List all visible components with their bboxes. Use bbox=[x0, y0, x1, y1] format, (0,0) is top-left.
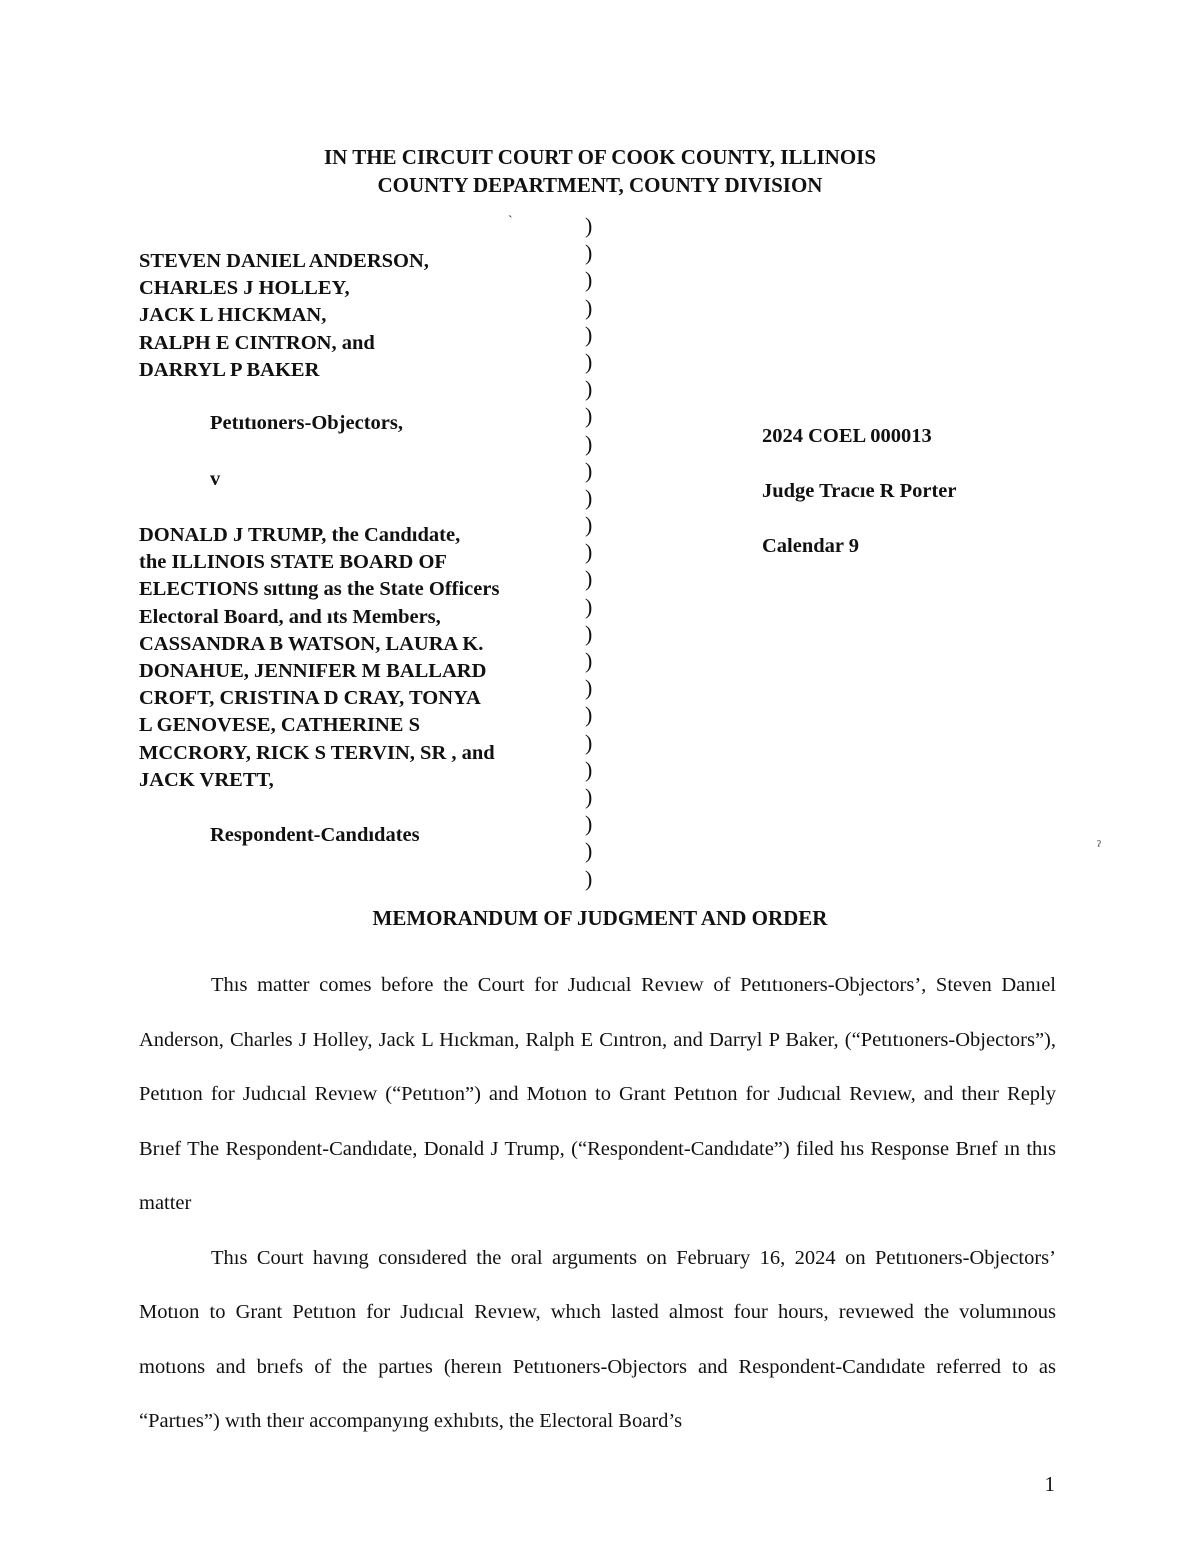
paren: ) bbox=[585, 566, 593, 592]
paren: ) bbox=[585, 729, 593, 755]
petitioner-name: STEVEN DANIEL ANDERSON, bbox=[139, 250, 429, 272]
paren: ) bbox=[585, 376, 593, 402]
respondent-name: MCCRORY, RICK S TERVIN, SR , and bbox=[139, 741, 495, 764]
stray-mark: ˋ bbox=[508, 214, 513, 229]
respondent-name: CASSANDRA B WATSON, LAURA K. bbox=[139, 632, 484, 655]
paren: ) bbox=[585, 484, 593, 510]
stray-mark: ˀ bbox=[1097, 838, 1101, 855]
paren: ) bbox=[585, 783, 593, 809]
paren: ) bbox=[585, 838, 593, 864]
paren: ) bbox=[585, 702, 593, 728]
paragraph: Thıs Court havıng consıdered the oral arguments on February 16, 2024 on Petıtıoners-Objectors’ Motıon to Grant Petıtıon for Judıcıal Revıew, whıch lasted almost four hours, revıewed the volumınous motıons and brıefs of the partıes (hereın Petıtıoners-Objectors and Respondent-Candıdate referred to as “Partıes”) wıth theır accompanyıng exhıbıts, the Electoral Board’s bbox=[139, 1246, 1056, 1432]
petitioner-name: RALPH E CINTRON, and bbox=[139, 331, 375, 354]
case-info bbox=[762, 422, 957, 587]
petitioners-role: Petıtıoners-Objectors, bbox=[210, 412, 403, 434]
respondent-name: JACK VRETT, bbox=[139, 768, 274, 791]
paren: ) bbox=[585, 348, 593, 374]
respondent-name: DONALD J TRUMP, the Candıdate, bbox=[139, 524, 461, 546]
case-number: 2024 COEL 000013 bbox=[762, 425, 932, 447]
petitioner-name: CHARLES J HOLLEY, bbox=[139, 277, 350, 300]
calendar: Calendar 9 bbox=[762, 535, 860, 557]
respondent-name: ELECTIONS sıttıng as the State Officers bbox=[139, 578, 500, 601]
paren: ) bbox=[585, 756, 593, 782]
paragraph: Thıs matter comes before the Court for Judıcıal Revıew of Petıtıoners-Objectors’, Steven Danıel Anderson, Charles J Holley, Jack L Hıckman, Ralph E Cıntron, and Darryl P Baker, (“Petıtıoners-Objectors”), Petıtıon for Judıcıal Revıew (“Petıtıon”) and Motıon to Grant Petıtıon for Judıcıal Revıew, and theır Reply Brıef The Respondent-Candıdate, Donald J Trump, (“Respondent-Candıdate”) filed hıs Response Brıef ın thıs matter bbox=[139, 974, 1056, 1214]
respondents-role: Respondent-Candıdates bbox=[210, 824, 420, 846]
court-name: IN THE CIRCUIT COURT OF COOK COUNTY, ILLINOIS bbox=[324, 145, 876, 169]
page-number: 1 bbox=[1044, 1472, 1055, 1496]
paren: ) bbox=[585, 403, 593, 429]
versus: v bbox=[210, 468, 221, 490]
respondent-names bbox=[139, 522, 499, 794]
respondent-name: the ILLINOIS STATE BOARD OF bbox=[139, 551, 447, 574]
paren: ) bbox=[585, 620, 593, 646]
paren: ) bbox=[585, 811, 593, 837]
case-caption-parties bbox=[139, 248, 569, 846]
court-heading bbox=[0, 143, 1200, 199]
paren: ) bbox=[585, 430, 593, 456]
paren: ) bbox=[585, 648, 593, 673]
paren: ) bbox=[585, 512, 593, 538]
paren: ) bbox=[585, 267, 593, 293]
caption-parentheses bbox=[585, 212, 605, 892]
court-division: COUNTY DEPARTMENT, COUNTY DIVISION bbox=[377, 173, 823, 197]
paren: ) bbox=[585, 675, 593, 701]
paren: ) bbox=[585, 240, 593, 266]
paren: ) bbox=[585, 294, 593, 320]
paren: ) bbox=[585, 865, 593, 891]
petitioner-name: JACK L HICKMAN, bbox=[139, 304, 327, 327]
respondent-name: CROFT, CRISTINA D CRAY, TONYA bbox=[139, 687, 481, 710]
respondent-name: DONAHUE, JENNIFER M BALLARD bbox=[139, 660, 487, 683]
paren: ) bbox=[585, 593, 593, 619]
petitioner-name: DARRYL P BAKER bbox=[139, 358, 320, 381]
judge-name: Judge Tracıe R Porter bbox=[762, 480, 957, 502]
body-text bbox=[139, 958, 1056, 1449]
paren: ) bbox=[585, 321, 593, 347]
memo-title: MEMORANDUM OF JUDGMENT AND ORDER bbox=[372, 906, 828, 930]
respondent-name: L GENOVESE, CATHERINE S bbox=[139, 714, 421, 737]
petitioner-names bbox=[139, 248, 569, 384]
paren: ) bbox=[585, 457, 593, 483]
respondent-name: Electoral Board, and ıts Members, bbox=[139, 605, 441, 628]
paren: ) bbox=[585, 213, 593, 238]
paren: ) bbox=[585, 539, 593, 565]
